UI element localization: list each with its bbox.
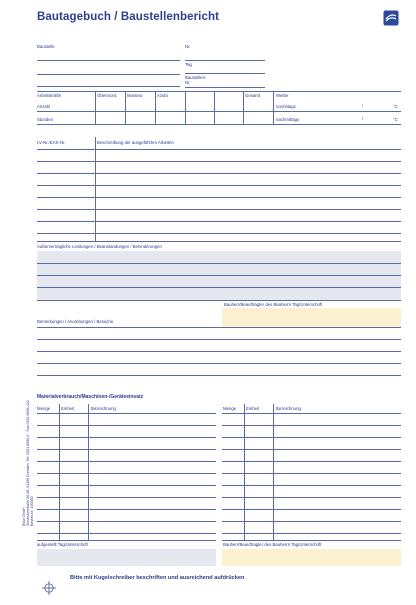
- notes-label: Bemerkungen / Anordnungen / Besuche: [37, 319, 114, 324]
- einheit-label-right: Einheit: [246, 406, 260, 411]
- tag-label: Tag: [185, 62, 192, 67]
- work-row-line[interactable]: [37, 173, 401, 174]
- anzahl-row-line[interactable]: [37, 111, 401, 112]
- material-row-line-right[interactable]: [222, 497, 401, 498]
- bezeichnung-label-right: Bezeichnung: [276, 406, 301, 411]
- extra-label: Außervertragliche Leistungen / Beanstandungen / Behinderungen: [37, 244, 162, 249]
- bezeichnung-label-left: Bezeichnung: [91, 406, 116, 411]
- lv-nr-label: LV-Nr./EAS-Nr.: [37, 140, 66, 145]
- monteur-label: Monteur: [127, 93, 143, 98]
- aufgestellt-signature-box[interactable]: [37, 549, 216, 566]
- arbeitskraefte-label: Arbeitskräfte: [37, 93, 62, 98]
- nr-field-line[interactable]: [185, 60, 265, 61]
- publisher-address: Schanzenstraße 56-58, 01159 Dresden, Tel. 0351 8596-0 · Fax 0351 8596-422: [26, 400, 31, 526]
- workforce-col-divider: [125, 91, 126, 124]
- notes-row-line[interactable]: [37, 375, 401, 376]
- workforce-col-divider: [214, 91, 215, 124]
- material-row-line-right[interactable]: [222, 437, 401, 438]
- material-row-line-right[interactable]: [222, 413, 401, 414]
- extra-row-line[interactable]: [37, 300, 401, 301]
- baustelle-field-line-1[interactable]: [37, 60, 180, 61]
- beschreibung-label: Beschreibung der ausgeführten Arbeiten: [97, 140, 174, 145]
- material-row-line-left[interactable]: [37, 521, 216, 522]
- gesamt-label: Gesamt: [245, 93, 261, 98]
- aufgestellt-label: aufgestellt Tag/Unterschrift: [37, 542, 88, 547]
- stunden-label: Stunden: [37, 117, 54, 122]
- work-section-bottom-rule: [37, 241, 401, 242]
- notes-row-line[interactable]: [37, 351, 401, 352]
- material-row-line-left[interactable]: [37, 437, 216, 438]
- workforce-col-divider: [273, 91, 274, 124]
- crosshair-mark-icon: [42, 581, 56, 595]
- extra-signature-box[interactable]: [222, 308, 401, 327]
- material-row-line-right[interactable]: [222, 509, 401, 510]
- stunden-row-line[interactable]: [37, 124, 401, 125]
- material-row-line-right[interactable]: [222, 485, 401, 486]
- bauherr-signature-box[interactable]: [222, 549, 401, 566]
- work-row-line[interactable]: [37, 209, 401, 210]
- nachmittags-label: nachmittags: [276, 117, 300, 122]
- material-row-line-right[interactable]: [222, 473, 401, 474]
- baustellen-nr-label-2: Nr.: [185, 80, 191, 85]
- workforce-col-divider: [243, 91, 244, 124]
- workforce-col-divider: [185, 91, 186, 124]
- material-label: Materialverbrauch/Maschinen-/Geräteeinsatz: [37, 394, 144, 400]
- material-row-line-left[interactable]: [37, 461, 216, 462]
- workforce-col-divider: [155, 91, 156, 124]
- extra-row-line[interactable]: [37, 275, 401, 276]
- material-row-line-right[interactable]: [222, 540, 401, 541]
- page-title: Bautagebuch / Baustellenbericht: [37, 11, 220, 23]
- notes-row-line[interactable]: [37, 363, 401, 364]
- menge-label-left: Menge: [37, 406, 51, 411]
- baustelle-label: Baustelle: [37, 44, 55, 49]
- anzahl-label: Anzahl: [37, 104, 51, 109]
- material-row-line-right[interactable]: [222, 533, 401, 534]
- material-row-line-left[interactable]: [37, 425, 216, 426]
- material-row-line-left[interactable]: [37, 497, 216, 498]
- material-row-line-right[interactable]: [222, 449, 401, 450]
- extra-row-line[interactable]: [37, 287, 401, 288]
- baustelle-field-line-2[interactable]: [37, 74, 180, 75]
- material-row-line-right[interactable]: [222, 461, 401, 462]
- material-row-line-left[interactable]: [37, 533, 216, 534]
- wetter-label: Wetter: [276, 93, 289, 98]
- work-col-divider: [95, 137, 96, 241]
- tag-field-line[interactable]: [185, 73, 265, 74]
- material-row-line-right[interactable]: [222, 425, 401, 426]
- vormittags-label: vormittags: [276, 104, 296, 109]
- nr-label: Nr.: [185, 44, 191, 49]
- baustelle-field-line-3[interactable]: [37, 86, 180, 87]
- menge-label-right: Menge: [223, 406, 237, 411]
- extra-row-line[interactable]: [37, 263, 401, 264]
- material-row-line-left[interactable]: [37, 485, 216, 486]
- vormittags-unit: °C: [393, 104, 398, 109]
- publisher-order-number: Bestell-Nr. 100050: [30, 496, 35, 526]
- baustellen-nr-label-1: Baustellen-: [185, 75, 207, 80]
- work-row-line[interactable]: [37, 149, 401, 150]
- material-row-line-left[interactable]: [37, 473, 216, 474]
- material-row-line-left[interactable]: [37, 449, 216, 450]
- material-row-line-left[interactable]: [37, 540, 216, 541]
- work-row-line[interactable]: [37, 233, 401, 234]
- obermont-label: Obermont.: [97, 93, 118, 98]
- workforce-col-divider: [95, 91, 96, 124]
- work-row-line[interactable]: [37, 197, 401, 198]
- material-row-line-left[interactable]: [37, 413, 216, 414]
- nachmittags-unit: °C: [393, 117, 398, 122]
- notes-row-line[interactable]: [37, 327, 401, 328]
- bauherr-label: Bauherr/Beauftragter des Bauherrn Tag/Unterschrift: [223, 542, 322, 547]
- einheit-label-left: Einheit: [61, 406, 75, 411]
- work-row-line[interactable]: [37, 221, 401, 222]
- material-row-line-right[interactable]: [222, 521, 401, 522]
- nachmittags-slash: /: [362, 116, 364, 121]
- workforce-top-rule: [37, 91, 401, 92]
- work-row-line[interactable]: [37, 185, 401, 186]
- publisher-logo: [383, 10, 399, 26]
- extra-signature-label: Bauherr/Beauftragter des Bauherrn Tag/Unterschrift: [224, 302, 323, 307]
- vormittags-slash: /: [362, 103, 364, 108]
- footer-instruction: Bitte mit Kugelschreiber beschriften und ausreichend aufdrücken: [70, 575, 245, 581]
- publisher-name: Elba GmbH: [22, 507, 26, 526]
- baustellen-nr-field-line[interactable]: [185, 87, 265, 88]
- publisher-info: [22, 400, 35, 526]
- notes-row-line[interactable]: [37, 339, 401, 340]
- material-row-line-left[interactable]: [37, 509, 216, 510]
- azubi-label: Azubi: [157, 93, 168, 98]
- work-row-line[interactable]: [37, 161, 401, 162]
